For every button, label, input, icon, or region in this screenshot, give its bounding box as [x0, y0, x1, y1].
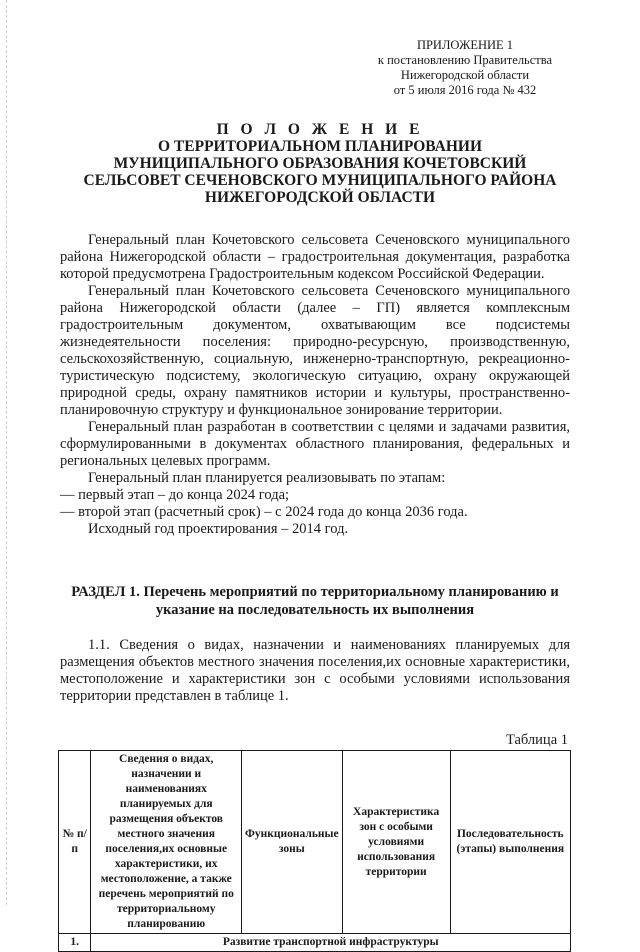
header-cell-info: Сведения о видах, назначении и наименованиях планируемых для размещения объектов местного значения поселения,их основные характеристики, их местоположение, а также перечень мероприятий по территориальному планированию [91, 751, 242, 934]
intro-text [60, 232, 570, 538]
table-caption: Таблица 1 [505, 732, 568, 748]
header-cell-sequence: Последовательность (этапы) выполнения [450, 751, 570, 934]
paragraph-2: Генеральный план Кочетовского сельсовета Сеченовского муниципального района Нижегородской области (далее – ГП) является комплексным градостроительным документом, охватывающим все подсистемы жизнедеятельности поселения: природно-ресурсную, производственную, сельскохозяйственную, социальную, инженерно-транспортную, рекреационно-туристическую подсистему, экологическую ситуацию, охрану окружающей природной среды, охрану памятников истории и культуры, пространственно-планировочную структуру и функциональное зонирование территории. [60, 283, 570, 418]
page-edge [6, 0, 8, 905]
section-title: РАЗДЕЛ 1. Перечень мероприятий по территориальному планированию и указание на последовательность их выполнения [71, 584, 559, 618]
section-paragraph-1: 1.1. Сведения о видах, назначении и наименованиях планируемых для размещения объектов местного значения поселения,их основные характеристики, местоположение и характеристики зон с особыми условиями использования территории представлен в таблице 1. [60, 637, 570, 704]
header-cell-characteristics: Характеристика зон с особыми условиями использования территории [342, 751, 450, 934]
appendix-line-3: Нижегородской области [400, 68, 530, 82]
paragraph-4: Генеральный план планируется реализовывать по этапам: [88, 470, 446, 486]
title-line-3: МУНИЦИПАЛЬНОГО ОБРАЗОВАНИЯ КОЧЕТОВСКИЙ [113, 155, 527, 172]
paragraph-7: Исходный год проектирования – 2014 год. [88, 521, 349, 537]
document-title [60, 121, 580, 206]
header-cell-num: № п/п [59, 751, 91, 934]
section-paragraph [60, 637, 570, 705]
appendix-line-1: ПРИЛОЖЕНИЕ 1 [416, 38, 514, 52]
table-header-row [59, 751, 571, 934]
appendix-line-4: от 5 июля 2016 года № 432 [393, 83, 537, 97]
plan-table [58, 750, 571, 952]
paragraph-3: Генеральный план разработан в соответствии с целями и задачами развития, сформулированными в документах областного планирования, федеральных и региональных целевых программ. [60, 419, 570, 469]
title-line-1: П О Л О Ж Е Н И Е [216, 121, 424, 138]
title-line-2: О ТЕРРИТОРИАЛЬНОМ ПЛАНИРОВАНИИ [158, 138, 482, 155]
title-line-4: СЕЛЬСОВЕТ СЕЧЕНОВСКОГО МУНИЦИПАЛЬНОГО РАЙОНА [83, 172, 557, 189]
header-cell-zones: Функциональные зоны [242, 751, 343, 934]
appendix-line-2: к постановлению Правительства [377, 53, 553, 67]
paragraph-6: — второй этап (расчетный срок) – с 2024 года до конца 2036 года. [60, 504, 468, 520]
table-row [59, 934, 571, 952]
appendix-header [350, 38, 580, 98]
row-section-title: Развитие транспортной инфраструктуры [91, 934, 571, 952]
title-line-5: НИЖЕГОРОДСКОЙ ОБЛАСТИ [204, 189, 436, 206]
row-num: 1. [59, 934, 91, 952]
paragraph-5: — первый этап – до конца 2024 года; [60, 487, 290, 503]
paragraph-1: Генеральный план Кочетовского сельсовета Сеченовского муниципального района Нижегородской области – градостроительная документация, разработка которой предусмотрена Градостроительным кодексом Российской Федерации. [60, 232, 570, 282]
